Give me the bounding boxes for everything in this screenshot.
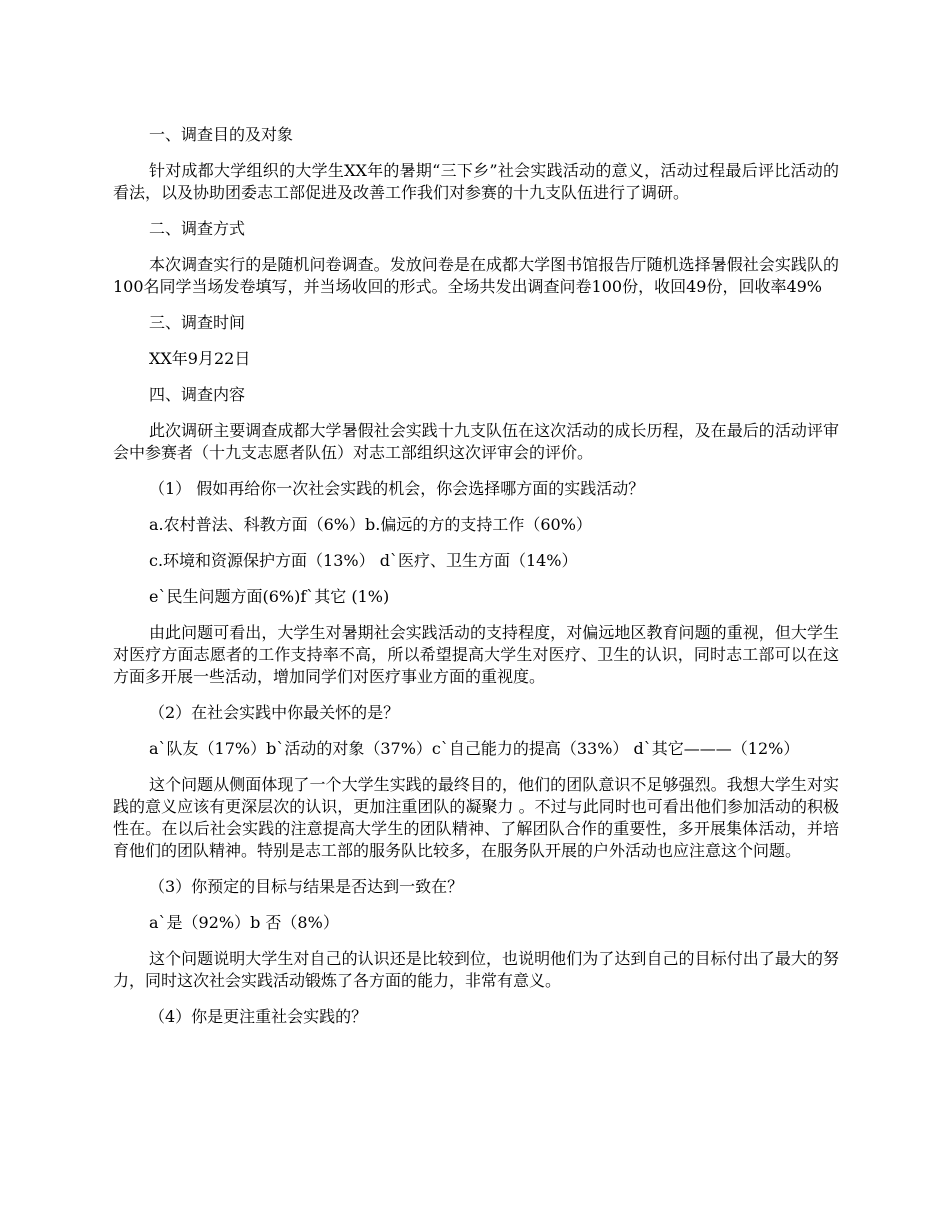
paragraph-time: XX年9月22日 <box>149 349 251 368</box>
answer-options-1c: e`民生问题方面(6%)f`其它 (1%) <box>149 587 390 606</box>
question-4: （4）你是更注重社会实践的？ <box>149 1007 368 1026</box>
answer-options-1a: a.农村普法、科教方面（6%）b.偏远的方的支持工作（60%） <box>149 515 592 534</box>
section-heading-time: 三、调查时间 <box>149 313 246 332</box>
section-heading-purpose: 一、调查目的及对象 <box>149 125 294 144</box>
section-heading-method: 二、调查方式 <box>149 219 246 238</box>
question-3: （3）你预定的目标与结果是否达到一致在？ <box>149 877 464 896</box>
question-2: （2）在社会实践中你最关怀的是？ <box>149 703 400 722</box>
answer-options-3: a`是（92%）b 否（8%） <box>149 913 339 932</box>
answer-options-2: a`队友（17%）b`活动的对象（37%）c`自己能力的提高（33%） d`其它———（12%） <box>149 739 800 758</box>
paragraph-purpose: 针对成都大学组织的大学生XX年的暑期“三下乡”社会实践活动的意义，活动过程最后评比活动的看法，以及协助团委志工部促进及改善工作我们对参赛的十九支队伍进行了调研。 <box>113 161 839 202</box>
paragraph-content: 此次调研主要调查成都大学暑假社会实践十九支队伍在这次活动的成长历程，及在最后的活动评审会中参赛者（十九支志愿者队伍）对志工部组织这次评审会的评价。 <box>113 421 839 462</box>
analysis-2: 这个问题从侧面体现了一个大学生实践的最终目的，他们的团队意识不足够强烈。我想大学生对实践的意义应该有更深层次的认识，更加注重团队的凝聚力 。不过与此同时也可看出他们参加活动的积极性在。在以后社会实践的注意提高大学生的团队精神、了解团队合作的重要性，多开展集体活动，并培育他们的团队精神。特别是志工部的服务队比较多，在服务队开展的户外活动也应注意这个问题。 <box>113 775 839 860</box>
analysis-3: 这个问题说明大学生对自己的认识还是比较到位，也说明他们为了达到自己的目标付出了最大的努力，同时这次社会实践活动锻炼了各方面的能力，非常有意义。 <box>113 949 839 990</box>
question-1: （1） 假如再给你一次社会实践的机会，你会选择哪方面的实践活动？ <box>149 479 645 498</box>
paragraph-method: 本次调查实行的是随机问卷调查。发放问卷是在成都大学图书馆报告厅随机选择暑假社会实践队的100名同学当场发卷填写，并当场收回的形式。全场共发出调查问卷100份，收回49份，回收率49% <box>113 255 839 296</box>
document-body <box>113 124 839 1042</box>
answer-options-1b: c.环境和资源保护方面（13%） d`医疗、卫生方面（14%） <box>149 551 578 570</box>
analysis-1: 由此问题可看出，大学生对暑期社会实践活动的支持程度，对偏远地区教育问题的重视，但大学生对医疗方面志愿者的工作支持率不高，所以希望提高大学生对医疗、卫生的认识，同时志工部可以在这方面多开展一些活动，增加同学们对医疗事业方面的重视度。 <box>113 623 839 686</box>
section-heading-content: 四、调查内容 <box>149 385 246 404</box>
